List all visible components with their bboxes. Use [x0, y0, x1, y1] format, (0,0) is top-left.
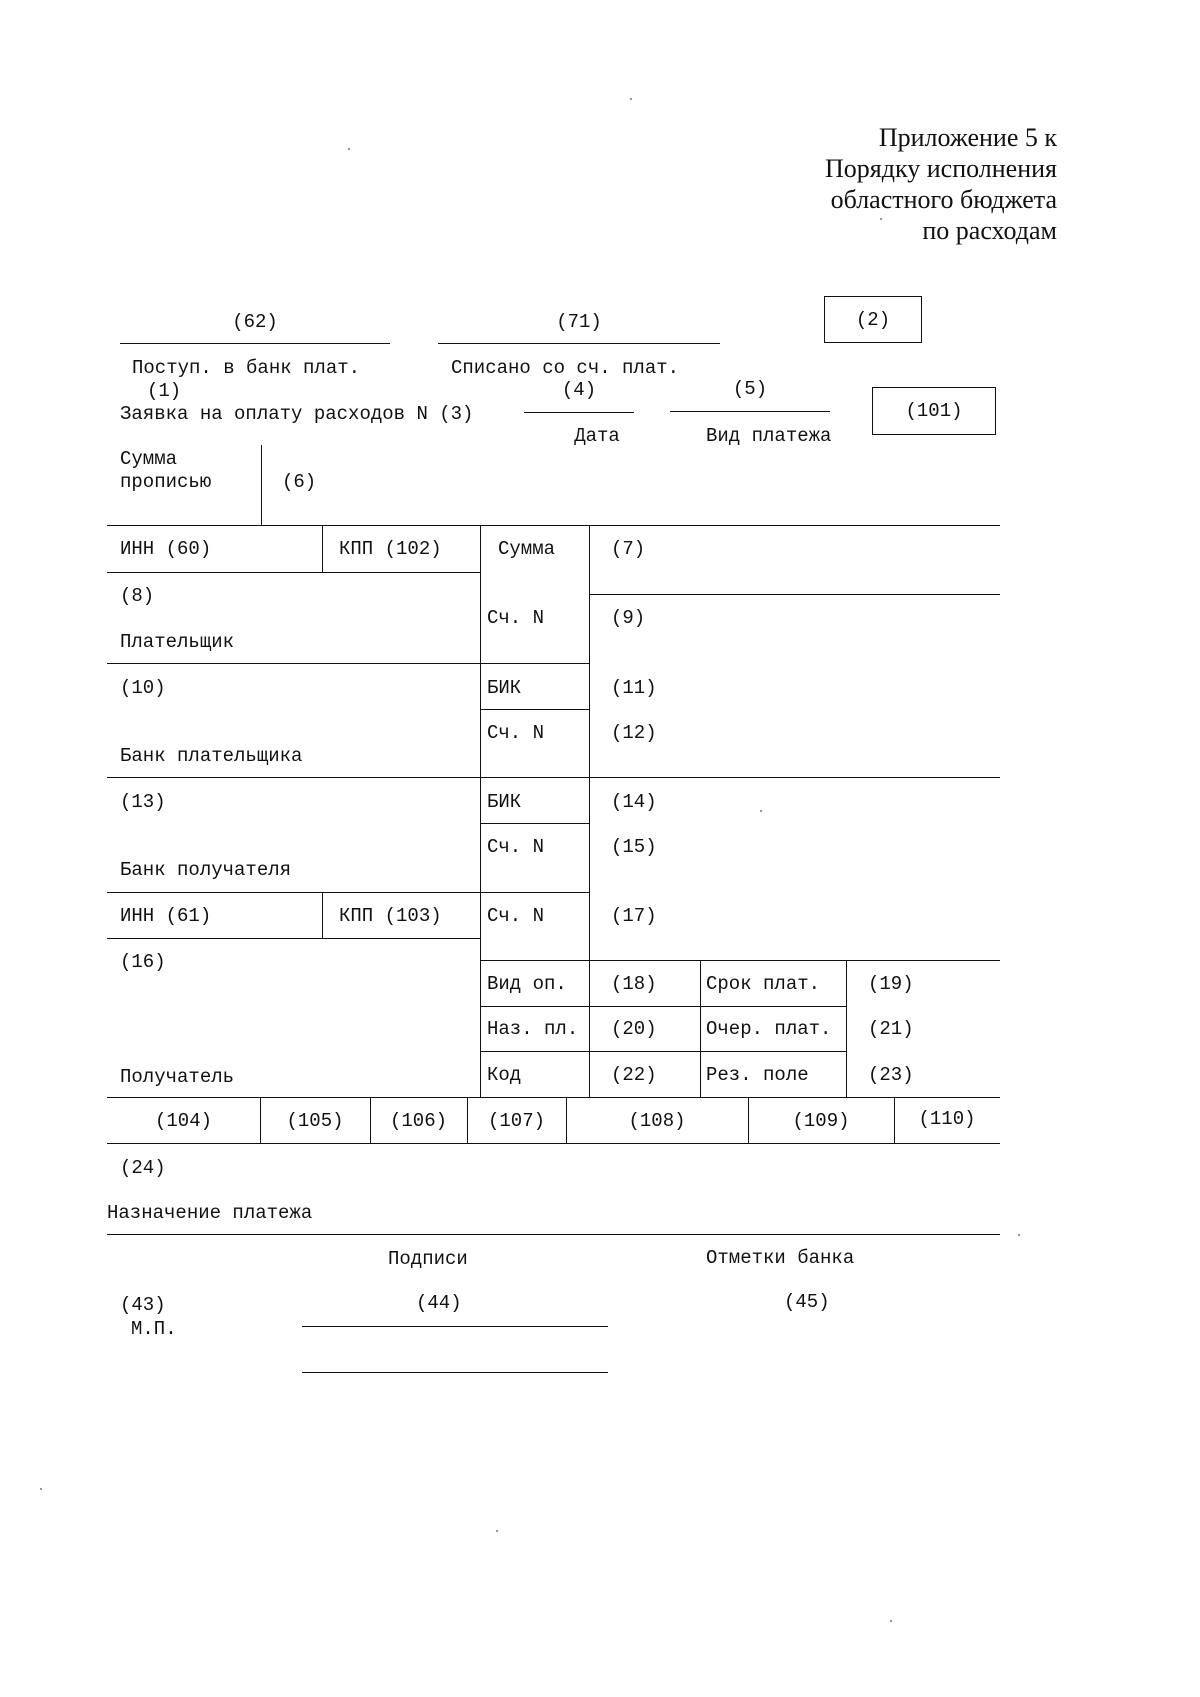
field-101: (101)	[905, 400, 963, 422]
tax-field-108: (108)	[628, 1110, 686, 1132]
field-44: (44)	[416, 1292, 462, 1314]
field-71: (71)	[556, 311, 602, 333]
field-22: (22)	[611, 1064, 657, 1086]
field-8: (8)	[120, 585, 155, 607]
grid-line-h1143	[107, 1143, 1000, 1144]
signature-line-2	[302, 1372, 608, 1373]
field-19: (19)	[868, 973, 914, 995]
grid-line-v589	[589, 525, 590, 1097]
field-23: (23)	[868, 1064, 914, 1086]
field-17: (17)	[611, 905, 657, 927]
field-7: (7)	[611, 538, 646, 560]
debited-label: Списано со сч. плат.	[451, 357, 680, 379]
scan-speck	[880, 218, 882, 220]
scan-speck	[348, 148, 350, 150]
scan-speck	[890, 1620, 892, 1622]
payment-purpose-label: Назначение платежа	[107, 1202, 313, 1224]
grid-line-h709-mid	[480, 709, 589, 710]
field-4: (4)	[561, 379, 597, 401]
scan-speck	[760, 810, 762, 812]
scan-speck	[630, 98, 632, 100]
field-62: (62)	[232, 311, 278, 333]
field-5: (5)	[732, 378, 768, 400]
appendix-line-2: Порядку исполнения	[825, 154, 1057, 183]
bank-marks-label: Отметки банка	[706, 1247, 855, 1269]
grid-line-h1097	[107, 1097, 1000, 1098]
scan-speck	[1018, 1234, 1020, 1236]
grid-line-h594-right	[589, 594, 1000, 595]
grid-line-v480	[480, 525, 481, 1097]
op-type-label: Вид оп.	[487, 973, 567, 995]
recipient-inn: ИНН (61)	[120, 905, 212, 927]
received-in-bank-label: Поступ. в банк плат.	[132, 357, 361, 379]
tax-field-109: (109)	[792, 1110, 850, 1132]
scan-speck	[496, 1530, 498, 1532]
payer-inn: ИНН (60)	[120, 538, 212, 560]
field-14: (14)	[611, 791, 657, 813]
grid-line-v322-bottom	[322, 892, 323, 938]
tax-field-105: (105)	[286, 1110, 344, 1132]
appendix-header	[825, 122, 1057, 246]
grid-line-h572-left	[107, 572, 480, 573]
field-18: (18)	[611, 973, 657, 995]
tax-field-110: (110)	[918, 1108, 976, 1130]
recipient-bank-account-label: Сч. N	[487, 836, 545, 858]
field-20: (20)	[611, 1018, 657, 1040]
field-13: (13)	[120, 791, 166, 813]
recipient-account-label: Сч. N	[487, 905, 545, 927]
field-12: (12)	[611, 722, 657, 744]
code-label: Код	[487, 1064, 522, 1086]
field-71-line	[438, 343, 720, 344]
grid-line-h960-right	[480, 960, 1000, 961]
request-title: Заявка на оплату расходов N (3)	[120, 403, 474, 425]
field-21: (21)	[868, 1018, 914, 1040]
amount-words-line-2: прописью	[120, 471, 212, 493]
appendix-line-3: областного бюджета	[830, 185, 1057, 214]
field-6: (6)	[282, 471, 317, 493]
payer-kpp: КПП (102)	[339, 538, 442, 560]
field-62-line	[120, 343, 390, 344]
payer-bank-bik-label: БИК	[487, 677, 522, 699]
stamp-label: М.П.	[131, 1318, 177, 1340]
tax-field-104: (104)	[154, 1110, 212, 1132]
field-16: (16)	[120, 951, 166, 973]
amount-words-line-1: Сумма	[120, 448, 178, 470]
tax-field-106: (106)	[389, 1110, 447, 1132]
payment-type-line	[670, 411, 830, 412]
field-9: (9)	[611, 607, 646, 629]
amount-label: Сумма	[498, 538, 556, 560]
date-line	[524, 412, 634, 413]
field-43: (43)	[120, 1294, 166, 1316]
grid-line-h892-left	[107, 892, 589, 893]
signatures-label: Подписи	[388, 1248, 468, 1270]
appendix-line-4: по расходам	[922, 216, 1057, 245]
payer-account-label: Сч. N	[487, 607, 545, 629]
field-1: (1)	[147, 380, 182, 402]
grid-line-h525	[107, 525, 1000, 526]
recipient-bank-label: Банк получателя	[120, 859, 292, 881]
grid-line-h777	[107, 777, 1000, 778]
signature-line-1	[302, 1326, 608, 1327]
grid-line-v322-top	[322, 525, 323, 572]
grid-line-v700	[700, 960, 701, 1097]
purpose-code-label: Наз. пл.	[487, 1018, 579, 1040]
field-45: (45)	[784, 1291, 830, 1313]
field-15: (15)	[611, 836, 657, 858]
recipient-kpp: КПП (103)	[339, 905, 442, 927]
field-2: (2)	[855, 309, 891, 331]
grid-line-h663-left	[107, 663, 589, 664]
appendix-line-1: Приложение 5 к	[878, 123, 1057, 152]
pay-order-label: Очер. плат.	[706, 1018, 832, 1040]
field-10: (10)	[120, 677, 166, 699]
date-label: Дата	[574, 425, 620, 447]
reserve-label: Рез. поле	[706, 1064, 809, 1086]
grid-line-h1006-mid	[480, 1006, 846, 1007]
grid-line-h1234	[107, 1234, 1000, 1235]
payer-bank-account-label: Сч. N	[487, 722, 545, 744]
recipient-label: Получатель	[120, 1066, 235, 1088]
scan-speck	[40, 1488, 42, 1490]
field-11: (11)	[611, 677, 657, 699]
payer-label: Плательщик	[120, 631, 235, 653]
payment-type-label: Вид платежа	[706, 425, 832, 447]
payer-bank-label: Банк плательщика	[120, 745, 303, 767]
grid-line-h1051-mid	[480, 1051, 846, 1052]
field-24: (24)	[120, 1157, 166, 1179]
amount-words-label	[120, 448, 211, 494]
pay-term-label: Срок плат.	[706, 973, 821, 995]
tax-field-107: (107)	[487, 1110, 545, 1132]
amount-words-divider	[261, 445, 262, 525]
grid-line-h823-mid	[480, 823, 589, 824]
grid-line-h938-left	[107, 938, 480, 939]
recipient-bank-bik-label: БИК	[487, 791, 522, 813]
grid-line-v846	[846, 960, 847, 1097]
